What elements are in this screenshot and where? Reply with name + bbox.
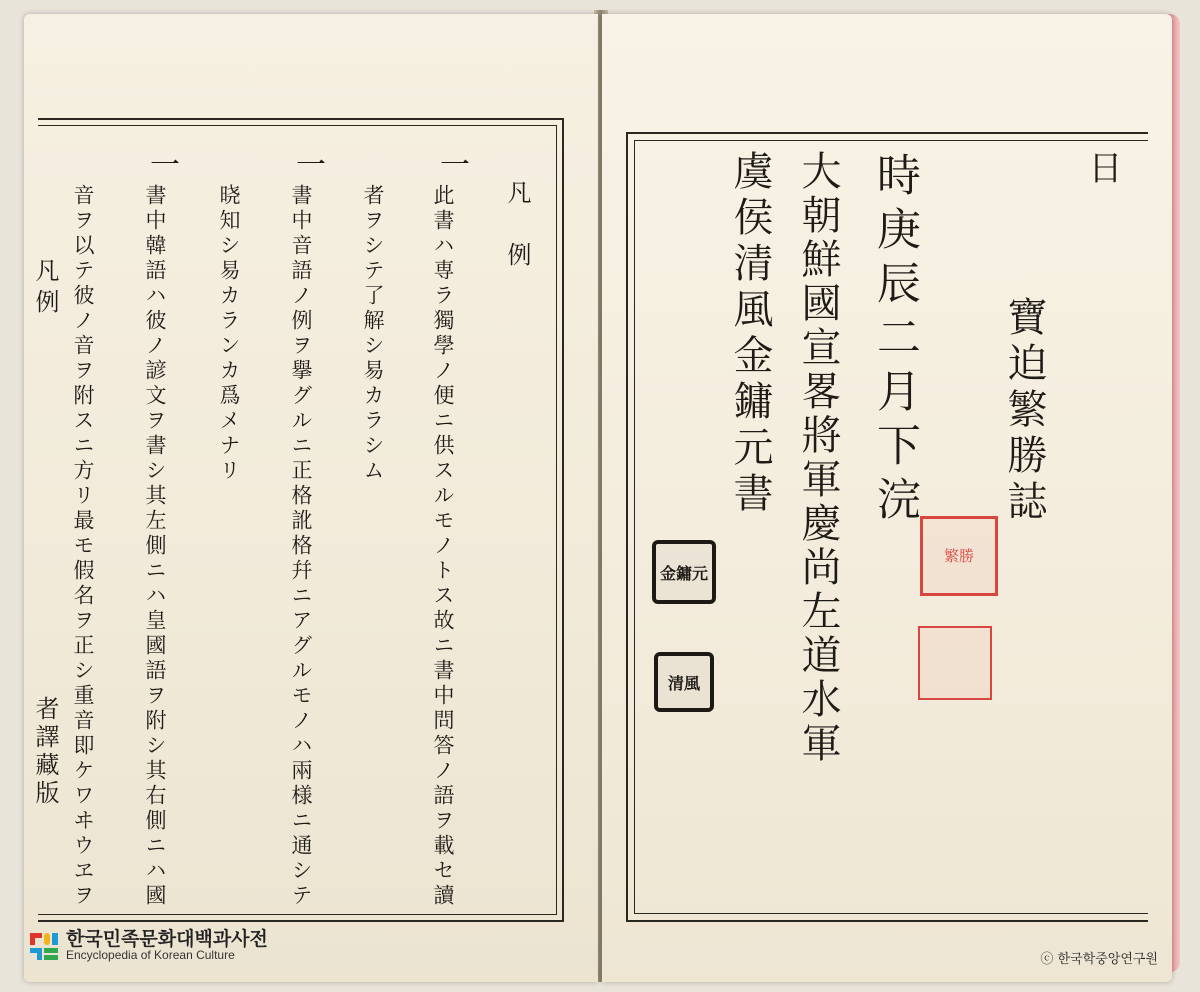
- text-column-2: 者ヲシテ了解シ易カラシム: [361, 184, 385, 484]
- author-line: 寶迫繁勝誌: [1001, 296, 1047, 526]
- section-heading: 凡 例: [503, 180, 531, 273]
- red-seal-1: 繁勝: [920, 516, 998, 596]
- encyclopedia-logo-icon: [28, 930, 60, 962]
- top-character: 日: [1082, 150, 1122, 194]
- text-column-5: 書中韓語ハ彼ノ諺文ヲ書シ其左側ニハ皇國語ヲ附シ其右側ニハ國: [143, 184, 167, 909]
- text-column-4: 晓知シ易カランカ爲メナリ: [217, 184, 241, 484]
- text-column-1: 此書ハ専ラ獨學ノ便ニ供スルモノトス故ニ書中問答ノ語ヲ載セ讀: [431, 184, 455, 909]
- text-column-6: 音ヲ以テ彼ノ音ヲ附スニ方リ最モ假名ヲ正シ重音即ケワヰウヱヲ: [71, 184, 95, 909]
- logo-english-text: Encyclopedia of Korean Culture: [66, 948, 235, 962]
- bullet-1: 一: [440, 148, 470, 183]
- bullet-3: 一: [150, 148, 180, 183]
- bullet-2: 一: [296, 148, 326, 183]
- red-seal-2: [918, 626, 992, 700]
- calligraphy-line-2: 大朝鮮國宣畧將軍慶尚左道水軍: [795, 150, 841, 766]
- encyclopedia-logo: [28, 930, 268, 962]
- text-column-3: 書中音語ノ例ヲ擧グルニ正格訛格幷ニアグルモノハ兩様ニ通シテ: [289, 184, 313, 909]
- left-running-head: 凡例: [31, 258, 59, 320]
- left-running-head-lower: 者譯藏版: [31, 696, 59, 808]
- calligraphy-line-3: 虞侯清風金鏞元書: [727, 150, 773, 518]
- logo-korean-text: 한국민족문화대백과사전: [66, 928, 268, 950]
- black-seal-2: 清風: [654, 652, 714, 712]
- copyright-notice: ⓒ 한국학중앙연구원: [1040, 952, 1158, 967]
- black-seal-1: 金鏞元: [652, 540, 716, 604]
- date-line: 時庚辰二月下浣: [869, 152, 920, 530]
